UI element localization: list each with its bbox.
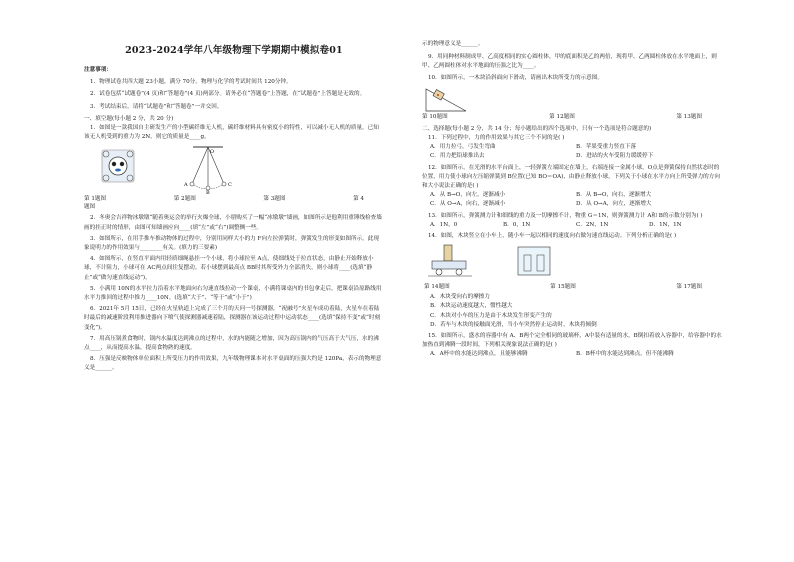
question-12: 12．如图所示，在光滑的水平台面上，一轻弹簧左端固定在墙上，右端连接一金属小球，O点是弹簧保持自然状态时的位置，用力使小球向左压缩弹簧到 B位置(已知 BO＝OA)，由静止释放小球，下列关于小球在水平方向上所受弹力的方向和大小说法正确的是( ) bbox=[422, 164, 720, 190]
fig-caption-2: 第 2题图 bbox=[173, 196, 196, 203]
question-4: 4．如图所示，在竖直平面内用轻质细绳悬挂一个小球，将小球拉至 A点，使细线处于拉直状态，由静止开始释放小球，不计阻力，小球可在 AC两点间往复摆动。若小球摆到最高点 BB时其所受外力全部消失，则小球将____(选填“静止”或“做匀速直线运动”)。 bbox=[84, 256, 374, 281]
q15-option-b: B．B杯中的水能达到沸点，但不能沸腾 bbox=[576, 351, 674, 358]
q12-options-row-2 bbox=[422, 200, 722, 209]
page-title: 2023-2024学年八年级物理下学期期中模拟卷01 bbox=[125, 45, 343, 56]
question-6: 6．2021年 5月 15日，已经在火星轨道上完成了三个月的天问一号探测器，“祝融号”火星车成功着陆，火星车在着陆时最后的减速阶段利用推进器向下喷气使探测器减速着陆，探测器在该运动过程中运动状态____(选填“保持不变”或“时刻变化”)。 bbox=[84, 306, 381, 331]
q11-option-b: B．苹果受重力竖直下落 bbox=[576, 144, 637, 151]
fig-caption-13: 第 13题图 bbox=[676, 113, 702, 120]
question-5: 5．小满用 10N的水平拉力沿着水平地面向右匀速直线拉动一个课桌，小满将课桌内的书包拿走后，把课桌沿原路线用水平力推回的过程中推力____10N。(选填“大于”、“等于”或“小于”) bbox=[84, 285, 382, 302]
notice-heading: 注意事项： bbox=[84, 67, 112, 73]
fig-caption-12: 第 12题图 bbox=[549, 113, 575, 120]
question-14: 14．如图，木块竖立在小车上，随小车一起以相同的速度向右做匀速直线运动。下列分析正确的是( ) bbox=[428, 233, 677, 240]
fig-caption-15: 第 15题图 bbox=[550, 284, 576, 291]
section-2-heading: 二、选择题(每小题 2 分，共 14 分；每小题给出的四个选项中，只有一个选项是符合题意的) bbox=[422, 125, 652, 132]
incline-figure bbox=[424, 85, 468, 113]
q11-option-d: D．进站的火车受阻力缓缓停下 bbox=[576, 153, 654, 160]
question-8: 8．压强是反映物体单位面积上所受压力的作用效果，九年级物理课本对水平桌面的压强大约是 120Pa，表示的物理意义是______。 bbox=[84, 356, 382, 372]
figures-row bbox=[84, 144, 384, 211]
fig-caption-17: 第 17题图 bbox=[676, 284, 702, 291]
pendulum-label-b: B bbox=[206, 190, 210, 195]
notice-1: 1．物理试卷共四大题 23小题，满分 70分。物理与化学的考试时间共 120分钟。 bbox=[90, 79, 292, 86]
q14-option-d: D．若车与木块的接触面光滑，当小车突然停止运动时，木块将倾倒 bbox=[430, 321, 597, 328]
question-15: 15．如图所示，盛水的容器中有 A、B两个完全相同的玻璃杯，A中装有适量的水，B倒扣着放入容器中，给容器中的水加热直到沸腾一段时间，下列相关现象说法正确的是( ) bbox=[422, 333, 722, 349]
question-8-tail: 示的物理意义是______。 bbox=[422, 41, 484, 47]
question-7: 7．用高压锅煮食物时，锅内水温度达到沸点的过程中，水的内能随之增加，因为高压锅内的气压高于大气压，水的沸点____，从而提高水温，提高食物熟的速度。 bbox=[84, 335, 379, 352]
q11-option-c: C．用力把铅球推出去 bbox=[430, 153, 485, 160]
question-10: 10．如图所示，一木块沿斜面向下滑动，请画出木块所受力的示意图。 bbox=[428, 74, 603, 81]
q13-option-a: A．1N，0 bbox=[430, 221, 458, 228]
q12-options-row-1 bbox=[422, 191, 722, 200]
left-column bbox=[84, 66, 384, 374]
fig-caption-14: 第 14题图 bbox=[424, 284, 450, 291]
question-2: 2．冬奥会吉祥物冰墩墩“随着奥运会的举行火爆全球，小朋购买了一幅“冰墩墩”墙画，如图所示是他利用重锤线检查墙画的挂正时的情形，由图可知墙画应向____(填“左”或“右”)调整侧一些。 bbox=[84, 215, 382, 231]
q13-option-c: C．2N，1N bbox=[576, 221, 609, 228]
cart-figure bbox=[428, 243, 472, 281]
q13-option-d: D．1N，1N bbox=[649, 221, 682, 228]
pendulum-label-a: A bbox=[184, 182, 188, 189]
q14-option-b: B．木块运动速度越大，惯性越大 bbox=[430, 303, 513, 310]
q14-option-c: C．木块对小车的压力是由于木块发生形变产生的 bbox=[430, 312, 552, 319]
fig-caption-10: 第 10题图 bbox=[422, 113, 448, 120]
pendulum-label-o: O bbox=[210, 149, 215, 156]
fig-caption-3: 第 3题图 bbox=[263, 196, 286, 203]
q13-option-b: B．0，1N bbox=[503, 221, 531, 228]
fig-caption-tail: 题图 bbox=[84, 204, 96, 211]
q11-options-row-2 bbox=[422, 152, 722, 161]
figure-captions-3 bbox=[424, 283, 702, 292]
pendulum-label-c: C bbox=[228, 182, 232, 189]
section-1-heading: 一、填空题(每小题 2 分，共 20 分) bbox=[84, 115, 174, 122]
question-1: 1．如图是一款我国自主研发生产的小型碳纤维无人机，碳纤维材料具有密度小的特性，可以减小无人机的质量。已知该无人机受到的重力为 2N，则它的质量是____g。 bbox=[84, 125, 379, 141]
q12-option-b: B．从 B→O，向右，逐渐增大 bbox=[576, 192, 652, 199]
q12-option-d: D．从 O→A，向左，逐渐增大 bbox=[576, 201, 652, 208]
figures-row-2 bbox=[422, 83, 722, 123]
fig-caption-1: 第 1题图 bbox=[84, 196, 107, 203]
figure-captions bbox=[84, 195, 364, 204]
drone-figure bbox=[98, 146, 138, 186]
notice-3: 3．考试结束后，请将“试题卷”和“答题卷”一并交回。 bbox=[90, 103, 223, 110]
beaker-figure bbox=[514, 243, 554, 281]
question-13: 13．如图所示，弹簧测力计和细线的重力及一切摩擦不计，物重 G＝1N，则弹簧测力计 A和 B的示数分别为( ) bbox=[428, 212, 703, 219]
q15-options-row bbox=[422, 350, 722, 359]
q11-option-a: A．用力拉弓，弓发生弯曲 bbox=[430, 144, 496, 151]
notice-2: 2．试卷包括“试题卷”(4 页)和“答题卷”(4 页)两部分。请务必在“答题卷”上答题，在“试题卷”上答题是无效的。 bbox=[90, 91, 366, 98]
pendulum-figure bbox=[178, 144, 238, 194]
q15-option-a: A．A杯中的水能达到沸点，且能够沸腾 bbox=[430, 351, 528, 358]
question-9: 9．用同种材料制成甲、乙高度相同的实心圆柱体，甲的底面积是乙的两倍，现将甲、乙两圆柱体放在水平地面上，则甲、乙两圆柱体对水平地面的压强之比为____。 bbox=[422, 54, 717, 70]
figure-captions-2 bbox=[422, 113, 702, 122]
q13-options-row bbox=[422, 221, 722, 230]
q12-option-a: A．从 B→O，向左，逐渐减小 bbox=[430, 192, 506, 199]
figures-row-3 bbox=[422, 241, 722, 293]
right-column bbox=[422, 40, 722, 360]
question-3: 3．如图所示，在用手推车推动物体的过程中，分别用同样大小的力 F向左拉弹簧时，弹簧发生的形变如图所示，此现象说明力的作用效果与________有关。(填力的三要素) bbox=[84, 235, 379, 252]
fig-caption-4: 第 4 bbox=[353, 196, 364, 203]
question-11: 11．下列过程中，力的作用效果与其它三个不同的是( ) bbox=[428, 135, 565, 142]
q12-option-c: C．从 O→A，向右，逐渐减小 bbox=[430, 201, 506, 208]
right-page bbox=[397, 0, 794, 562]
q11-options-row-1 bbox=[422, 143, 722, 152]
q14-option-a: A．木块受向右的摩擦力 bbox=[430, 294, 490, 301]
